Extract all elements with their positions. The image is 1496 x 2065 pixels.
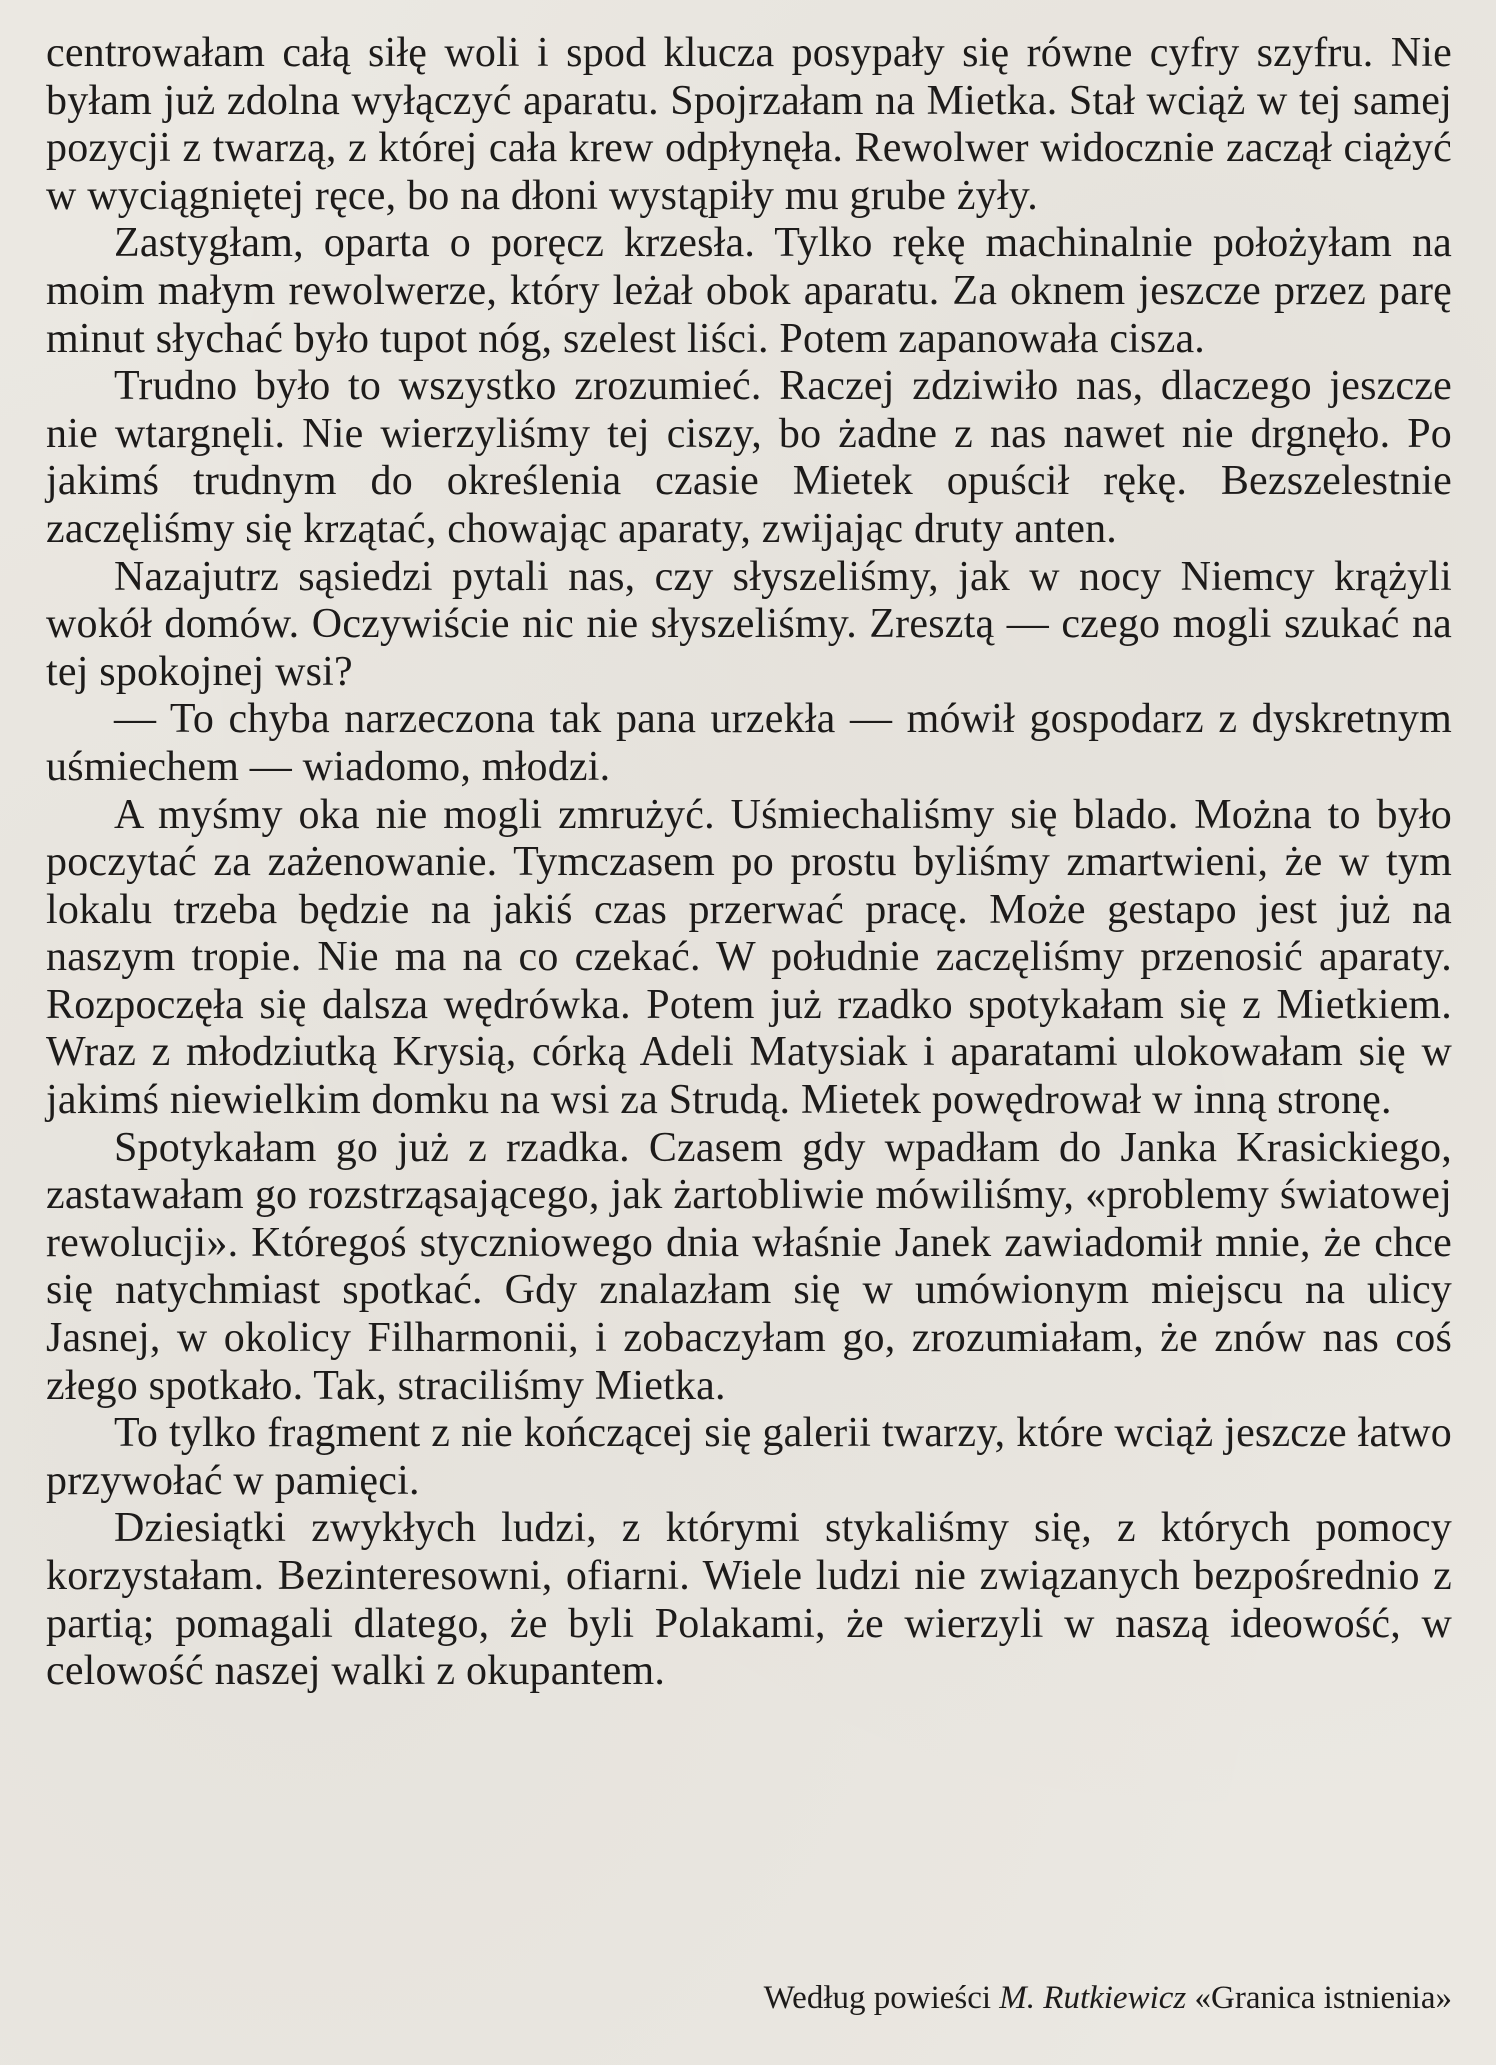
credit-author: M. Rutkiewicz <box>999 1980 1187 2016</box>
credit-prefix: Według powieści <box>763 1980 992 2016</box>
paragraph-8: To tylko fragment z nie kończącej się galerii twarzy, które wciąż jeszcze łatwo przywołać w pamięci. <box>46 1410 1452 1504</box>
paragraph-7: Spotykałam go już z rzadka. Czasem gdy wpadłam do Janka Krasickiego, zastawałam go rozstrząsającego, jak żartobliwie mówiliśmy, «problemy światowej rewolucji». Któregoś styczniowego dnia właśnie Janek zawiadomił mnie, że chce się natychmiast spotkać. Gdy znalazłam się w umówionym miejscu na ulicy Jasnej, w okolicy Filharmonii, i zobaczyłam go, zrozumiałam, że znów nas coś złego spotkało. Tak, straciliśmy Mietka. <box>46 1124 1452 1409</box>
paragraph-2: Zastygłam, oparta o poręcz krzesła. Tylko rękę machinalnie położyłam na moim małym rewolwerze, który leżał obok aparatu. Za oknem jeszcze przez parę minut słychać było tupot nóg, szelest liści. Potem zapanowała cisza. <box>46 220 1452 362</box>
paragraph-5: — To chyba narzeczona tak pana urzekła — mówił gospodarz z dyskretnym uśmiechem — wiadomo, młodzi. <box>46 696 1452 790</box>
paragraph-9: Dziesiątki zwykłych ludzi, z którymi stykaliśmy się, z których pomocy korzystałam. Bezinteresowni, ofiarni. Wiele ludzi nie związanych bezpośrednio z partią; pomagali dlatego, że byli Polakami, że wierzyli w naszą ideowość, w celowość naszej walki z okupantem. <box>46 1505 1452 1695</box>
credit-title: «Granica istnienia» <box>1194 1980 1452 2016</box>
paragraph-3: Trudno było to wszystko zrozumieć. Raczej zdziwiło nas, dlaczego jeszcze nie wtargnęli. Nie wierzyliśmy tej ciszy, bo żadne z nas nawet nie drgnęło. Po jakimś trudnym do określenia czasie Mietek opuścił rękę. Bezszelestnie zaczęliśmy się krzątać, chowając aparaty, zwijając druty anten. <box>46 363 1452 552</box>
source-credit <box>764 1978 1452 2018</box>
article-body <box>46 30 1452 1696</box>
paragraph-4: Nazajutrz sąsiedzi pytali nas, czy słyszeliśmy, jak w nocy Niemcy krążyli wokół domów. Oczywiście nic nie słyszeliśmy. Zresztą — czego mogli szukać na tej spokojnej wsi? <box>46 553 1452 695</box>
paragraph-1: centrowałam całą siłę woli i spod klucza posypały się równe cyfry szyfru. Nie byłam już zdolna wyłączyć aparatu. Spojrzałam na Mietka. Stał wciąż w tej samej pozycji z twarzą, z której cała krew odpłynęła. Rewolwer widocznie zaczął ciążyć w wyciągniętej ręce, bo na dłoni wystąpiły mu grube żyły. <box>46 30 1452 219</box>
paragraph-6: A myśmy oka nie mogli zmrużyć. Uśmiechaliśmy się blado. Można to było poczytać za zażenowanie. Tymczasem po prostu byliśmy zmartwieni, że w tym lokalu trzeba będzie na jakiś czas przerwać pracę. Może gestapo jest już na naszym tropie. Nie ma na co czekać. W południe zaczęliśmy przenosić aparaty. Rozpoczęła się dalsza wędrówka. Potem już rzadko spotykałam się z Mietkiem. Wraz z młodziutką Krysią, córką Adeli Matysiak i aparatami ulokowałam się w jakimś niewielkim domku na wsi za Strudą. Mietek powędrował w inną stronę. <box>46 791 1452 1124</box>
